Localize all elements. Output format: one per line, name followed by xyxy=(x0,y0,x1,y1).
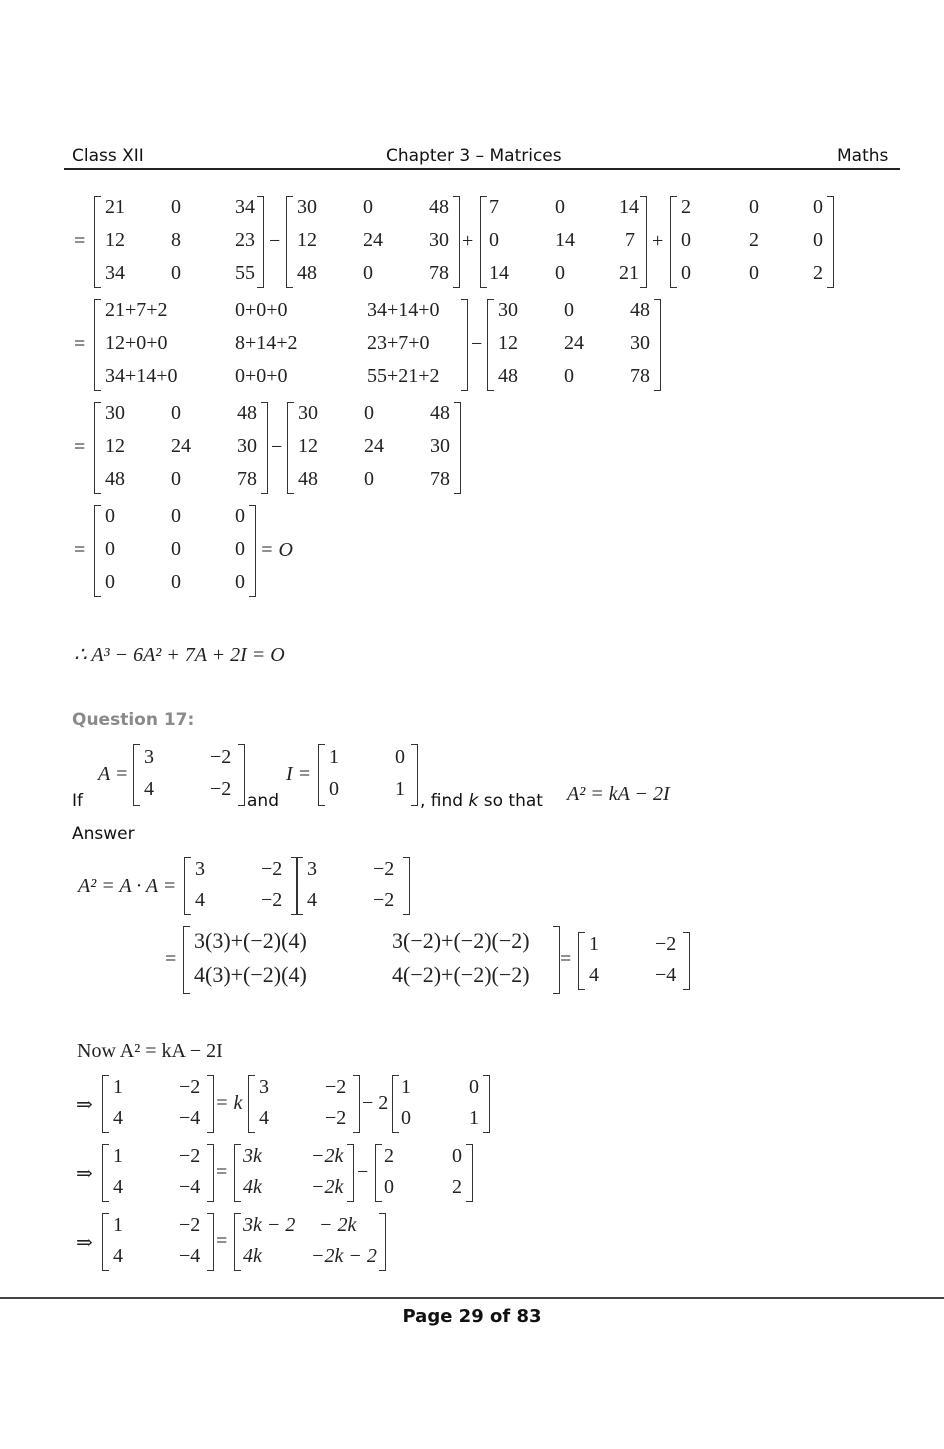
matrix-a-squared: 1 −2 4 −4 xyxy=(102,1213,214,1271)
equals-sign: = xyxy=(165,948,177,970)
matrix-rhs-simplified: 3k − 2 − 2k 4k −2k − 2 xyxy=(234,1213,386,1271)
matrix-step2-sum: 21+7+2 0+0+0 34+14+0 12+0+0 8+14+2 23+7+0 34+14+0 0+0+0 55+21+2 xyxy=(94,299,468,391)
matrix-step1-m2: 30 0 48 12 24 30 48 0 78 xyxy=(286,196,460,288)
header-chapter: Chapter 3 – Matrices xyxy=(386,146,562,166)
matrix-a-squared: 1 −2 4 −4 xyxy=(102,1075,214,1133)
zero-matrix-label: = O xyxy=(260,539,293,561)
matrix-a-right: 3 −2 4 −2 xyxy=(296,857,410,915)
matrix-a: 3 −2 4 −2 xyxy=(248,1075,360,1133)
conclusion: ∴ A³ − 6A² + 7A + 2I = O xyxy=(74,644,285,666)
matrix-a: 3 −2 4 −2 xyxy=(133,744,245,806)
matrix-ka: 3k −2k 4k −2k xyxy=(234,1144,354,1202)
page-number: Page 29 of 83 xyxy=(402,1306,542,1327)
matrix-zero: 0 0 0 0 0 0 0 0 0 xyxy=(94,505,256,597)
find-k-text: , find k so that xyxy=(420,791,543,811)
matrix-a-left: 3 −2 4 −2 xyxy=(184,857,298,915)
implies-icon: ⇒ xyxy=(76,1232,93,1254)
target-equation: A² = kA − 2I xyxy=(567,783,670,805)
matrix-step1-m1: 21 0 34 12 8 23 34 0 55 xyxy=(94,196,264,288)
equals-sign: = xyxy=(74,333,86,355)
and-text: and xyxy=(247,791,279,811)
matrix-step2-m2: 30 0 48 12 24 30 48 0 78 xyxy=(487,299,661,391)
footer-divider xyxy=(0,1297,944,1299)
minus-sign: − xyxy=(357,1161,369,1183)
plus-sign: + xyxy=(462,230,474,252)
plus-sign: + xyxy=(652,230,664,252)
header-subject: Maths xyxy=(837,146,889,166)
minus-sign: − xyxy=(271,436,283,458)
now-equation: Now A² = kA − 2I xyxy=(77,1040,223,1062)
matrix-step3-m2: 30 0 48 12 24 30 48 0 78 xyxy=(287,402,461,494)
minus-two: − 2 xyxy=(362,1092,389,1114)
header-class: Class XII xyxy=(72,146,144,166)
matrix-a-squared: 1 −2 4 −4 xyxy=(578,932,690,990)
a-squared-label: A² = A · A = xyxy=(78,875,177,897)
matrix-two-i: 2 0 0 2 xyxy=(375,1144,473,1202)
equals-sign: = xyxy=(560,948,572,970)
answer-label: Answer xyxy=(72,824,135,844)
equals-k: = k xyxy=(215,1092,243,1114)
matrix-i-label: I = xyxy=(286,763,312,785)
implies-icon: ⇒ xyxy=(76,1094,93,1116)
matrix-a-label: A = xyxy=(98,763,129,785)
if-text: If xyxy=(72,791,83,811)
matrix-i: 1 0 0 1 xyxy=(318,744,418,806)
matrix-step1-m4: 2 0 0 0 2 0 0 0 2 xyxy=(670,196,834,288)
equals-sign: = xyxy=(74,230,86,252)
equals-sign: = xyxy=(74,539,86,561)
question-title: Question 17: xyxy=(72,710,195,730)
minus-sign: − xyxy=(471,333,483,355)
header-divider xyxy=(64,168,900,170)
matrix-step1-m3: 7 0 14 0 14 7 14 0 21 xyxy=(480,196,647,288)
implies-icon: ⇒ xyxy=(76,1163,93,1185)
equals-sign: = xyxy=(74,436,86,458)
matrix-product-expansion: 3(3)+(−2)(4) 3(−2)+(−2)(−2) 4(3)+(−2)(4) 4(−2)+(−2)(−2) xyxy=(183,926,560,994)
equals-sign: = xyxy=(216,1230,228,1252)
matrix-identity: 1 0 0 1 xyxy=(392,1075,490,1133)
minus-sign: − xyxy=(269,230,281,252)
equals-sign: = xyxy=(216,1161,228,1183)
matrix-a-squared: 1 −2 4 −4 xyxy=(102,1144,214,1202)
matrix-step3-m1: 30 0 48 12 24 30 48 0 78 xyxy=(94,402,268,494)
